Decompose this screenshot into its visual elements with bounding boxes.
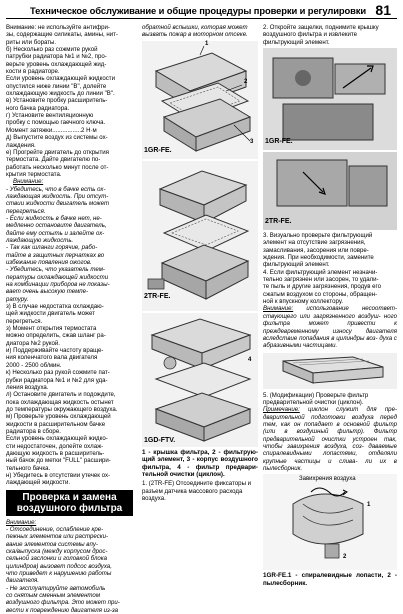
text-line: радиатора в сборе. xyxy=(6,427,61,435)
col3-top-text xyxy=(263,24,397,46)
figure-engine-1grfe xyxy=(263,48,397,150)
air-filter-1gd-drawing xyxy=(142,313,258,447)
text-line: з) В случае недостатка охлаждаю- xyxy=(6,303,104,311)
text-line: работать несколько минут после от- xyxy=(6,163,109,171)
text-line: крытия термостата. xyxy=(6,170,62,178)
text-line: элемент на отсутствие загрязнения, xyxy=(263,239,366,247)
text-line: дварительной подготовки воздуха перед xyxy=(263,413,397,421)
text-line: преждевременному износу двигателя xyxy=(263,327,397,335)
text-line: духа с абразивными частицами. xyxy=(263,334,397,350)
text-line: 2000 - 2500 об/мин. xyxy=(6,361,62,369)
text-line: воздуха. xyxy=(142,495,166,502)
text-line: д) Выпустите воздух из системы ох- xyxy=(6,134,108,142)
text-line: 5. (Модификации) Проверьте фильтр xyxy=(263,391,369,399)
text-line: 3. Визуально проверьте фильтрующий xyxy=(263,232,373,240)
col3-caption: 1GR-FE.1 - спиралевидные лопасти, 2 - пылесборник. xyxy=(263,572,397,587)
text-line: разъем датчика массового расхода xyxy=(142,487,243,495)
text-line: - Не эксплуатируйте автомобиль xyxy=(6,584,106,592)
filter-element-drawing xyxy=(263,353,397,389)
text-line: в) Установите пробку расширитель- xyxy=(6,97,108,105)
text-line: фильтрующий элемент. xyxy=(263,261,330,269)
text-line: фильтрующий элемент. xyxy=(263,38,330,46)
page-title: Техническое обслуживание и общие процедуры проверки и регулировки xyxy=(30,5,367,16)
text-line: пока охлаждающая жидкость остынет xyxy=(6,398,114,406)
text-line: - Убедитесь, что в бачке есть ох- xyxy=(6,185,106,193)
text-line: опустился ниже линии "B", долейте xyxy=(6,82,107,90)
text-line: патрубки радиатора №1 и №2, про- xyxy=(6,53,107,61)
text-line: так, чтобы завихрения воздуха, соз- xyxy=(263,435,397,450)
text-line: цилиндров) вызовет подсос воздуха, xyxy=(6,562,112,570)
col2-bottom-text xyxy=(142,480,258,502)
text-line: м) Проверьте уровень охлаждающей xyxy=(6,413,111,421)
text-line: что приведет к нарушению работы xyxy=(6,570,112,578)
page-header xyxy=(0,0,403,20)
text-line: б) Несколько раз сожмите рукой xyxy=(6,46,98,54)
col1-steps xyxy=(6,303,133,487)
text-line: 2. Откройте защелки, поднимите крышку xyxy=(263,24,379,31)
text-line: отделяли крупные частицы и слива- xyxy=(263,450,397,465)
text-line: дающую жидкость в расширитель- xyxy=(6,449,105,457)
figure-caption: 1 - крышка фильтра, 2 - фильтрую-щий элемент, 3 - корпус воздушного фильтра, 4 - фильтр предвари-тельной очистки (циклон). xyxy=(142,448,258,478)
text-line: ратуру. xyxy=(6,295,29,303)
text-line: рубки радиатора №1 и №2 для уда- xyxy=(6,376,108,384)
text-line: н) Убедитесь в отсутствии утечек ох- xyxy=(6,471,111,479)
text-line: со снятым сменным элементом xyxy=(6,592,101,600)
col3-warn2-title: Примечание: xyxy=(263,406,300,414)
text-line: использование несоответ- xyxy=(306,305,397,313)
text-line: ной к впускному коллектору. xyxy=(263,298,343,306)
col3-fig1-label: 1GR-FE. xyxy=(265,138,293,146)
text-line: лаждающая жидкость. При отсут- xyxy=(6,192,109,200)
text-line: даваемые спиралевидными лопастями, xyxy=(263,442,397,458)
text-line: вает очень высокую темпе- xyxy=(6,288,89,296)
fig1-num-3: 3 xyxy=(250,138,254,145)
text-line: - Если жидкость в бачке нет, не- xyxy=(6,214,102,222)
col1-notes xyxy=(6,186,133,304)
col1-text xyxy=(6,24,133,178)
text-line: Момент затяжки.................2 Н·м xyxy=(6,126,97,134)
text-line: Если уровень охлаждающей жидко- xyxy=(6,435,108,443)
text-line: е) Прогрейте двигатель до открытия xyxy=(6,148,109,156)
text-line: сжатым воздухом со стороны, обращен- xyxy=(263,290,378,298)
figure-cyclone xyxy=(263,474,397,570)
text-line: те пыль и другие загрязнения, продув его xyxy=(263,283,382,291)
text-line: на комбинации приборов не показы- xyxy=(6,281,110,289)
text-line: избежание появления ожогов. xyxy=(6,259,92,266)
fig1-num-1: 1 xyxy=(205,40,209,47)
text-line: ждения. При необходимости, замените xyxy=(263,254,374,262)
text-line: пературы охлаждающей жидкости xyxy=(6,273,109,281)
figure-engine-2trfe xyxy=(263,152,397,230)
text-line: воздушного фильтра. Это может при- xyxy=(6,599,120,607)
fig3-num-4: 4 xyxy=(248,356,252,363)
col1-warning xyxy=(6,526,133,614)
text-line: - Отсоединение, ослабление кре- xyxy=(6,526,104,533)
col3-mod-text xyxy=(263,392,397,407)
text-line: циклон служит для пре- xyxy=(308,406,397,414)
col3-warn1 xyxy=(263,305,397,349)
column-left xyxy=(6,24,133,614)
text-line: вследствие попадания в цилиндры воз- xyxy=(263,334,378,342)
figure-filter-element xyxy=(263,353,397,389)
text-line: до температуры окружающего воздуха. xyxy=(6,405,118,413)
text-line: к) Несколько раз рукой сожмите пат- xyxy=(6,369,110,377)
figure-air-filter-1gdftv xyxy=(142,313,258,447)
cyclone-num-2: 2 xyxy=(343,554,347,561)
text-line: ствии жидкости двигатель может xyxy=(6,200,110,208)
text-line: перегреться. xyxy=(6,317,43,325)
text-line: г) Установите вентиляционную xyxy=(6,112,94,120)
text-line: кости в радиаторе. xyxy=(6,68,60,76)
text-line: медленно остановите двигатель, xyxy=(6,222,107,230)
text-line: тельно загрязнен или засорен, то удали- xyxy=(263,276,379,284)
figure-air-filter-1grfe xyxy=(142,41,258,159)
engine-bay-drawing xyxy=(263,48,397,150)
text-line: Если уровень охлаждающей жидкости xyxy=(6,75,115,83)
text-line: Внимание: не используйте антифри- xyxy=(6,24,110,31)
text-line: можно определить, сжав шланг ра- xyxy=(6,332,106,340)
text-line: риты или бораты. xyxy=(6,38,57,46)
text-line: 4. Если фильтрующий элемент незначи- xyxy=(263,268,378,276)
section-heading: Проверка и замена воздушного фильтра xyxy=(6,490,133,516)
col3-mid-text xyxy=(263,232,397,305)
text-line: лаждающую жидкость. xyxy=(6,236,74,244)
text-line: термостата. Дайте двигателю по- xyxy=(6,156,101,164)
text-line: тем, как он попадает в основной фильтр xyxy=(263,420,397,428)
text-line: - Убедитесь, что указатель тем- xyxy=(6,266,105,274)
text-line: ления воздуха. xyxy=(6,383,49,391)
text-line: ного бачка радиатора. xyxy=(6,104,70,112)
text-line: лаждающей жидкости. xyxy=(6,479,71,487)
text-line: и) Поддерживайте частоту враще- xyxy=(6,347,104,355)
text-line: ного фильтра может привести к xyxy=(263,312,397,328)
col1-warn-title: Внимание: xyxy=(6,518,37,526)
col1-notes-title: Внимание: xyxy=(13,178,44,186)
air-filter-drawing xyxy=(142,41,258,159)
text-line: зы, содержащие силикаты, амины, нит- xyxy=(6,31,118,39)
col3-warn1-body xyxy=(263,305,397,349)
text-line: лаждения. xyxy=(6,141,36,149)
text-line: перегреться. xyxy=(6,207,46,215)
cyclone-air-label: Завихрения воздуха xyxy=(299,476,356,483)
text-line: щей жидкости двигатель может xyxy=(6,310,95,318)
figure-air-filter-2trfe xyxy=(142,161,258,311)
text-line: ный бачок до метки "FULL" расшири- xyxy=(6,457,111,465)
text-line: пежных элементов или растрески- xyxy=(6,533,109,541)
fig3-label: 1GD-FTV. xyxy=(144,436,176,444)
cyclone-num-1: 1 xyxy=(367,502,371,509)
text-line: жидкости в расширительном бачке xyxy=(6,420,106,428)
text-line: сельной заслонки и головкой блока xyxy=(6,555,108,563)
text-line: двигателя. xyxy=(6,577,39,585)
text-line: диатора №2 рукой. xyxy=(6,339,61,347)
text-line: ли их в пылесборник. xyxy=(263,457,397,472)
text-line: ствующего или загрязненного воздуш- xyxy=(263,312,381,320)
text-line: сти недостаточен, долейте охлаж- xyxy=(6,442,104,450)
text-line: л) Остановите двигатель и подождите, xyxy=(6,391,116,399)
col3-warn1-title: Внимание: xyxy=(263,305,294,313)
text-line: (или в воздушный фильтр). Фильтр xyxy=(263,428,397,436)
fig1-label: 1GR-FE. xyxy=(144,146,172,154)
text-line: обратной вспышки, которая может xyxy=(142,24,248,31)
text-line: вание элементов системы впу- xyxy=(6,540,98,548)
header-rule xyxy=(6,18,397,19)
text-line: вызвать пожар в моторном отсеке. xyxy=(142,31,248,39)
text-line: з) Момент открытия термостата xyxy=(6,325,97,333)
column-right xyxy=(263,24,397,587)
text-line: предварительной очистки (циклон). xyxy=(263,398,364,406)
text-line: охлаждающую жидкость до линии "B". xyxy=(6,90,115,98)
text-line: замасливания, засорения или повре- xyxy=(263,246,369,254)
page-number: 81 xyxy=(375,2,391,18)
text-line: ска/выпуска (между корпусом дрос- xyxy=(6,548,108,556)
cyclone-drawing xyxy=(263,474,397,570)
col2-top-text xyxy=(142,24,258,39)
text-line: тайте в защитных перчатках во xyxy=(6,251,105,259)
text-line: 1. (2TR-FE) Отсоедините фиксаторы и xyxy=(142,480,252,488)
col3-warn2-body xyxy=(263,406,397,472)
fig1-num-2: 2 xyxy=(244,78,248,85)
air-filter-2tr-drawing xyxy=(142,161,258,311)
text-line: предварительной очистки устроен xyxy=(263,435,378,443)
text-line: - Так как шланги горячие, рабо- xyxy=(6,244,98,252)
text-line: ния коленчатого вала двигателя xyxy=(6,354,98,362)
text-line: воздушного фильтра и извлеките xyxy=(263,31,358,39)
text-line: тельного бачка. xyxy=(6,464,51,472)
text-line: верьте уровень охлаждающей жид- xyxy=(6,60,107,68)
fig2-label: 2TR-FE. xyxy=(144,292,171,300)
column-middle xyxy=(142,24,258,502)
text-line: пробку с помощью гаечного ключа. xyxy=(6,119,106,127)
col3-fig2-label: 2TR-FE. xyxy=(265,218,292,226)
text-line: вести к повреждению двигателя из-за xyxy=(6,606,119,614)
text-line: дайте ему остыть и залейте ох- xyxy=(6,229,105,237)
col3-warn2 xyxy=(263,406,397,472)
